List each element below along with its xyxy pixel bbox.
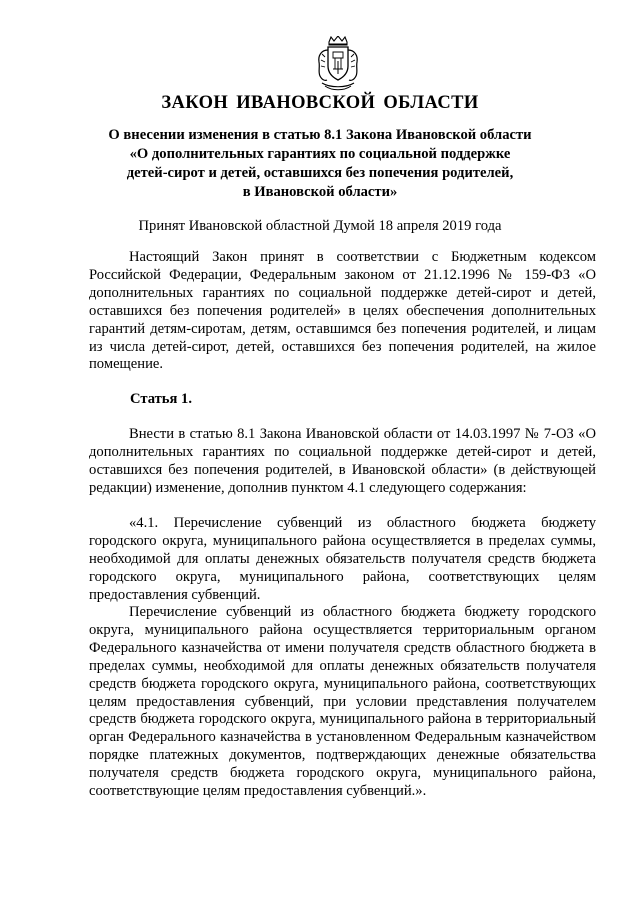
law-subject (80, 126, 560, 202)
preamble-paragraph: Настоящий Закон принят в соответствии с Бюджетным кодексом Российской Федерации, Федеральным законом от 21.12.1996 № 159-ФЗ «О дополнительных гарантиях по социальной поддержке детей-сирот и детей, оставшихся без попечения родителей» в целях обеспечения дополнительных гарантий детям-сиротам, детям, оставшимся без попечения родителей, и лицам из числа детей-сирот, детей, оставшихся без попечения родителей, на жилое помещение. (89, 249, 596, 373)
article-paragraph: Перечисление субвенций из областного бюджета бюджету городского округа, муниципального района осуществляется территориальным органом Федерального казначейства от имени получателя средств областного бюджета в пределах суммы, необходимой для оплаты денежных обязательств получателя средств бюджета городского округа, муниципального района, соответствующих целям предоставления субвенций, при условии представления получателем средств бюджета городского округа, муниципального района в территориальный орган Федерального казначейства в установленном Федеральным казначейством порядке платежных документов, подтверждающих денежные обязательства получателя средств бюджета городского округа, муниципального района, соответствующие целям предоставления субвенций.». (89, 604, 596, 800)
subject-line: «О дополнительных гарантиях по социальной поддержке (129, 146, 511, 162)
law-title: ЗАКОН ИВАНОВСКОЙ ОБЛАСТИ (161, 93, 479, 113)
article-paragraph: «4.1. Перечисление субвенций из областного бюджета бюджету городского округа, муниципального района осуществляется в пределах суммы, необходимой для оплаты денежных обязательств получателя средств бюджета городского округа, муниципального района, соответствующих целям предоставления субвенций. (89, 515, 596, 603)
subject-line: в Ивановской области» (242, 184, 398, 200)
subject-line: О внесении изменения в статью 8.1 Закона Ивановской области (108, 127, 532, 143)
article-paragraph: Внести в статью 8.1 Закона Ивановской области от 14.03.1997 № 7-ОЗ «О дополнительных гарантиях по социальной поддержке детей-сирот и детей, оставшихся без попечения родителей, в Ивановской области» (в действующей редакции) изменение, дополнив пунктом 4.1 следующего содержания: (89, 426, 596, 496)
subject-line: детей-сирот и детей, оставшихся без попечения родителей, (126, 165, 514, 181)
coat-of-arms-icon (316, 36, 360, 92)
adoption-statement: Принят Ивановской областной Думой 18 апреля 2019 года (138, 218, 502, 234)
article-heading: Статья 1. (130, 391, 192, 407)
